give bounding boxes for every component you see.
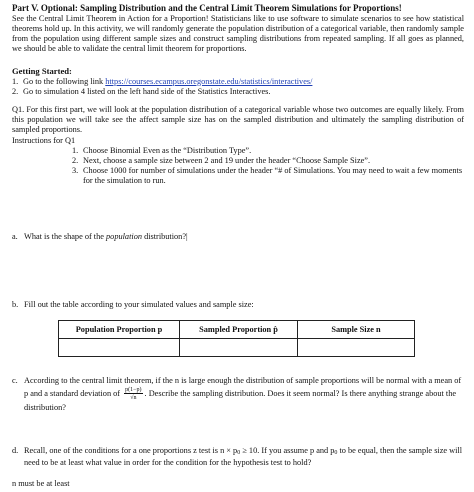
q1-paragraph: Q1. For this first part, we will look at the population distribution of a categorical variable whose two outcomes are equally likely. From this population we will take see the affect sample size has on the sampled distribution and ultimately the sampling distribution of sampled proportions. xyxy=(12,104,464,135)
interactives-link[interactable]: https://courses.ecampus.oregonstate.edu/statistics/interactives/ xyxy=(105,76,313,86)
table-row xyxy=(59,338,414,356)
item-number: 1. xyxy=(12,76,19,86)
sample-size-cell[interactable] xyxy=(297,339,414,356)
q1-step: 1. Choose Binomial Even as the “Distribution Type”. xyxy=(72,145,252,155)
q1-instructions-label: Instructions for Q1 xyxy=(12,135,76,145)
question-d-text: Recall, one of the conditions for a one proportions z test is n × p0 ≥ 10. If you assume p and p0 to be equal, then the sample size will need to be at least what value in order for the condition for the hypothesis test to hold? xyxy=(24,446,463,468)
getting-started-item-1 xyxy=(12,77,464,87)
getting-started-heading: Getting Started: xyxy=(12,66,72,77)
sampled-proportion-cell[interactable] xyxy=(179,339,297,356)
intro-paragraph: See the Central Limit Theorem in Action for a Proportion! Statisticians like to use software to simulate scenarios to see how statistical theorems hold up. In this activity, we will randomly generate the population distribution of a categorical variable, then randomly sample from the population using different sample sizes and construct sampling distributions from repeated sampling. If all goes as planned, we should be able to validate the central limit theorem for proportions. xyxy=(12,13,464,54)
question-a-text: What is the shape of the population distribution?| xyxy=(24,232,188,241)
proportion-table xyxy=(58,320,415,357)
std-dev-fraction: $\frac{p(1-p)}{√n}$ xyxy=(125,387,142,402)
item-text: Go to simulation 4 listed on the left hand side of the Statistics Interactives. xyxy=(23,86,271,96)
question-b-text: Fill out the table according to your simulated values and sample size: xyxy=(24,300,254,309)
q1-step: 2. Next, choose a sample size between 2 and 19 under the header “Choose Sample Size”. xyxy=(72,155,371,165)
question-b: b. Fill out the table according to your simulated values and sample size: xyxy=(12,300,464,310)
item-text: Go to the following link https://courses.ecampus.oregonstate.edu/statistics/interactives/ xyxy=(23,76,313,86)
q1-steps xyxy=(72,146,464,187)
question-a: a. What is the shape of the population distribution?| xyxy=(12,232,464,242)
page-title: Part V. Optional: Sampling Distribution and the Central Limit Theorem Simulations for Proportions! xyxy=(12,3,402,13)
header-population-proportion: Population Proportion p xyxy=(75,324,163,334)
getting-started-item-2 xyxy=(12,87,464,97)
item-number: 2. xyxy=(12,86,19,96)
question-c-text: According to the central limit theorem, if the n is large enough the distribution of sample proportions will be normal with a mean of p and a standard deviation of $\frac{p(1-p)}{√n}$ . Describe the sampling distribution. Does it seem normal? Is there anything strange about the distribution? xyxy=(24,376,462,413)
q1-step: 3. Choose 1000 for number of simulations under the header “# of Simulations. You may need to wait a few moments for the simulation to run. xyxy=(72,166,463,186)
table-header-row xyxy=(59,321,414,338)
question-c: c. According to the central limit theorem, if the n is large enough the distribution of sample proportions will be normal with a mean of p and a standard deviation of $\frac{p(1-p)}{√n}$ . Describe the sampling distribution. Does it seem normal? Is there anything strange about the distribution? xyxy=(12,374,464,414)
population-proportion-cell[interactable] xyxy=(59,339,179,356)
question-d: d. Recall, one of the conditions for a one proportions z test is n × p0 ≥ 10. If you assume p and p0 to be equal, then the sample size will need to be at least what value in order for the condition for the hypothesis test to hold? xyxy=(12,446,463,468)
header-sample-size: Sample Size n xyxy=(297,321,414,338)
header-sampled-proportion: Sampled Proportion p̂ xyxy=(179,321,297,338)
answer-line: n must be at least xyxy=(12,479,70,488)
